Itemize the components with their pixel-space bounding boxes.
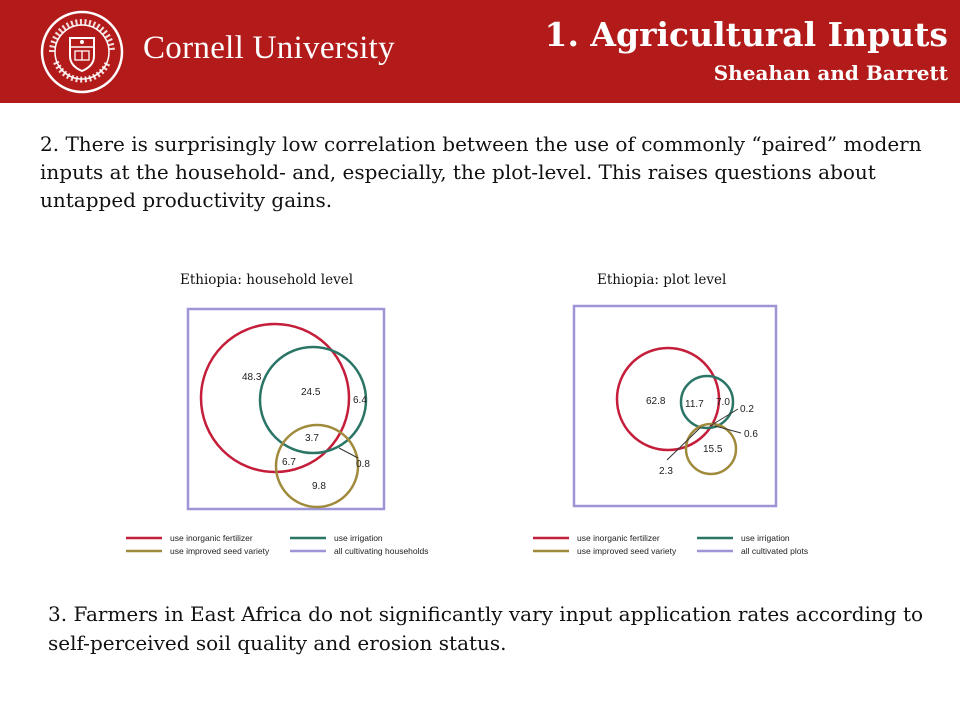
plot-legend-irrigation: use irrigation [741, 533, 790, 543]
plot-legend-fertilizer: use inorganic fertilizer [577, 533, 660, 543]
point-3-text: 3. Farmers in East Africa do not significantly vary input application rates according to self-perceived soil quality and erosion status. [48, 602, 924, 655]
header-banner [0, 0, 960, 103]
plot-pointer-line-3 [667, 427, 701, 460]
household-venn-diagram [120, 300, 460, 565]
plot-fertilizer-irrigation-label: 11.7 [685, 399, 704, 410]
plot-legend-seed: use improved seed variety [577, 546, 677, 556]
household-fertilizer-circle [201, 324, 349, 472]
plot-irrigation-only-label: 7.0 [716, 397, 730, 408]
household-legend-seed: use improved seed variety [170, 546, 270, 556]
plot-fertilizer-seed-label: 2.3 [659, 466, 673, 477]
plot-venn-diagram [525, 300, 865, 565]
point-2-text: 2. There is surprisingly low correlation between the use of commonly “paired” modern inputs at the household- and, especially, the plot-level. This raises questions about untapped productivity gains. [40, 132, 922, 212]
plot-diagram-title: Ethiopia: plot level [597, 272, 727, 288]
household-fertilizer-seed-label: 6.7 [282, 457, 296, 468]
slide-title: 1. Agricultural Inputs [544, 15, 948, 54]
household-seed-only-label: 9.8 [312, 481, 326, 492]
cornell-seal-icon [40, 10, 124, 94]
university-name: Cornell University [143, 30, 395, 66]
plot-seed-only-label: 15.5 [703, 444, 723, 455]
plot-irrigation-seed-label: 0.6 [744, 429, 758, 440]
slide-subtitle: Sheahan and Barrett [713, 61, 948, 85]
household-irrigation-only-label: 6.4 [353, 395, 367, 406]
household-fertilizer-irrigation-label: 24.5 [301, 387, 321, 398]
plot-fertilizer-only-label: 62.8 [646, 396, 666, 407]
household-legend-fertilizer: use inorganic fertilizer [170, 533, 253, 543]
household-diagram-title: Ethiopia: household level [180, 272, 354, 288]
plot-all-three-label: 0.2 [740, 404, 754, 415]
plot-legend-frame: all cultivated plots [741, 546, 809, 556]
household-legend-irrigation: use irrigation [334, 533, 383, 543]
household-legend-frame: all cultivating households [334, 546, 429, 556]
household-irrigation-seed-label: 0.8 [356, 459, 370, 470]
household-fertilizer-only-label: 48.3 [242, 372, 262, 383]
household-all-three-label: 3.7 [305, 433, 319, 444]
